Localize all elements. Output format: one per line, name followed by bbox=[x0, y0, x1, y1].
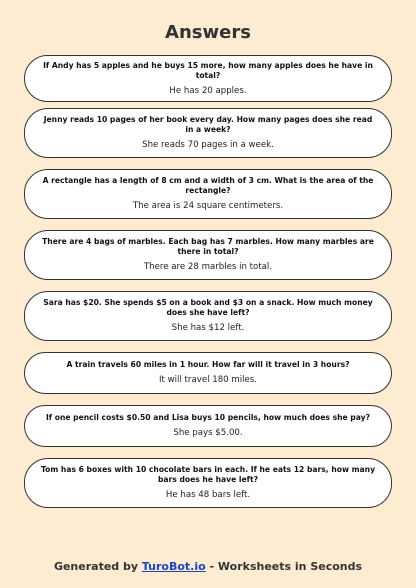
answer-card bbox=[24, 458, 392, 508]
turobot-link[interactable]: TuroBot.io bbox=[141, 560, 206, 573]
footer-suffix: - Worksheets in Seconds bbox=[205, 560, 363, 573]
question-text: Sara has $20. She spends $5 on a book and $3 on a snack. How much money does she have left? bbox=[43, 298, 373, 317]
answer-card bbox=[24, 108, 392, 158]
question-text: Tom has 6 boxes with 10 chocolate bars in each. If he eats 12 bars, how many bars does he have left? bbox=[40, 465, 376, 484]
question-text: A train travels 60 miles in 1 hour. How far will it travel in 3 hours? bbox=[66, 360, 350, 369]
answer-text: She reads 70 pages in a week. bbox=[142, 140, 274, 150]
answer-text: He has 48 bars left. bbox=[165, 490, 251, 500]
footer bbox=[0, 560, 416, 573]
question-text: Jenny reads 10 pages of her book every day. How many pages does she read in a week? bbox=[43, 115, 373, 134]
footer-prefix: Generated by bbox=[53, 560, 142, 573]
answer-text: There are 28 marbles in total. bbox=[143, 262, 273, 272]
answer-card bbox=[24, 230, 392, 280]
answer-text: It will travel 180 miles. bbox=[159, 375, 257, 385]
answer-card bbox=[24, 352, 392, 394]
question-text: If Andy has 5 apples and he buys 15 more, how many apples does he have in total? bbox=[43, 60, 373, 80]
answer-card bbox=[24, 291, 392, 341]
answer-text: The area is 24 square centimeters. bbox=[132, 201, 284, 211]
page-title: Answers bbox=[165, 22, 251, 43]
question-text: A rectangle has a length of 8 cm and a width of 3 cm. What is the area of the rectangle? bbox=[42, 176, 374, 195]
question-text: There are 4 bags of marbles. Each bag has 7 marbles. How many marbles are there in total? bbox=[42, 237, 374, 256]
answer-text: She pays $5.00. bbox=[173, 428, 243, 438]
answer-card bbox=[24, 169, 392, 219]
answer-card bbox=[24, 405, 392, 447]
answer-text: He has 20 apples. bbox=[169, 85, 247, 96]
answer-text: She has $12 left. bbox=[171, 323, 245, 333]
answer-card bbox=[24, 55, 392, 102]
question-text: If one pencil costs $0.50 and Lisa buys 10 pencils, how much does she pay? bbox=[45, 413, 370, 422]
